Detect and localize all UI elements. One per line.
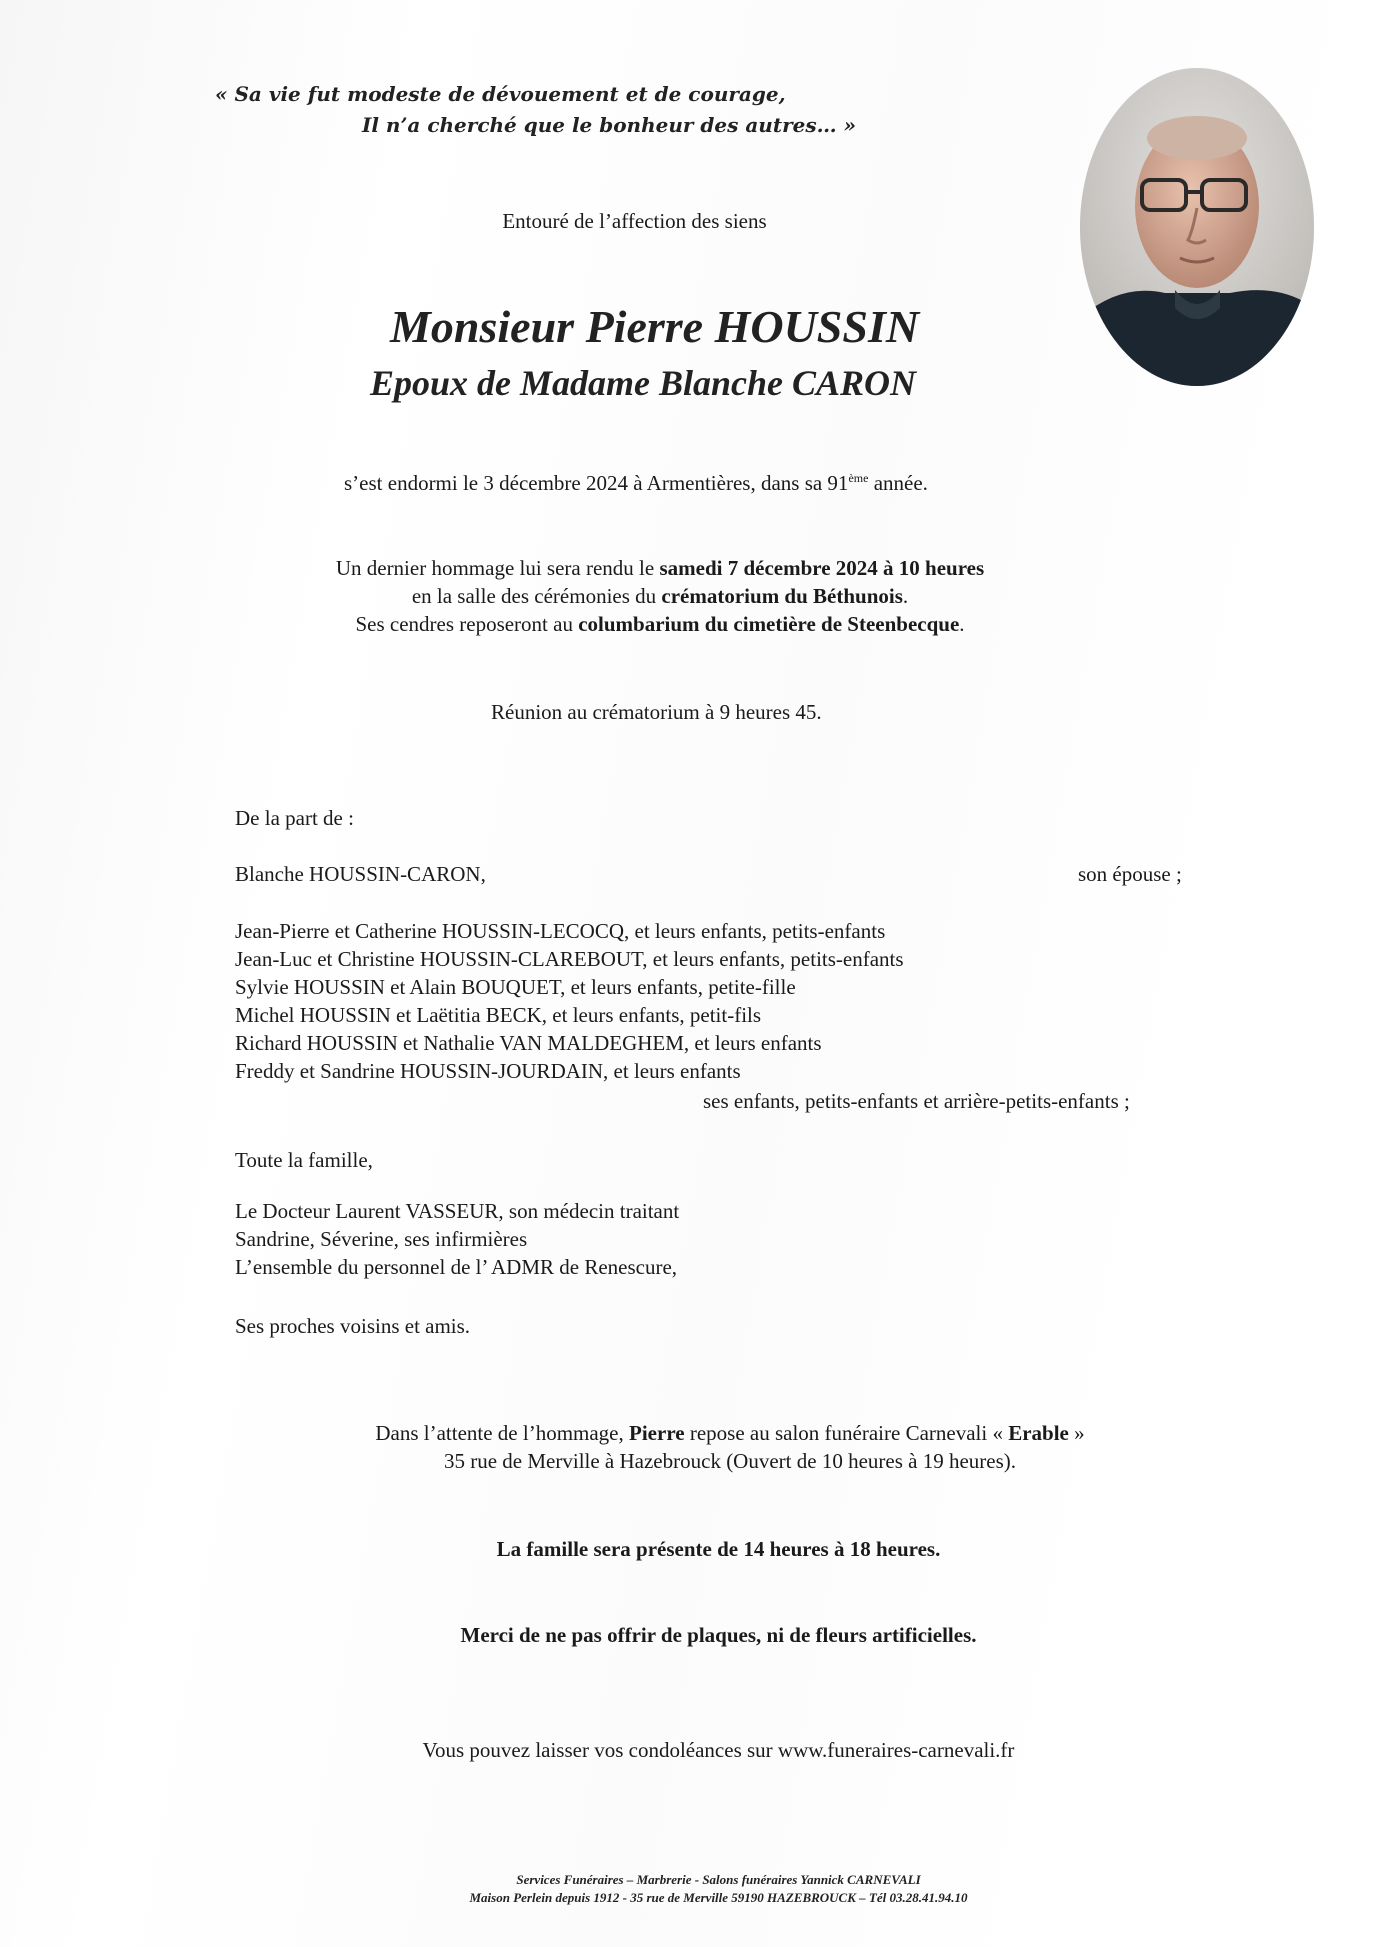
deceased-name: Monsieur Pierre HOUSSIN	[390, 301, 920, 352]
viewing-block	[260, 1419, 1200, 1475]
child-line: Jean-Pierre et Catherine HOUSSIN-LECOCQ, et leurs enfants, petits-enfants	[235, 919, 886, 943]
caregiver-line: Le Docteur Laurent VASSEUR, son médecin traitant	[235, 1199, 680, 1223]
ceremony-date: samedi 7 décembre 2024 à 10 heures	[659, 556, 985, 580]
death-text: s’est endormi le 3 décembre 2024 à Armentières, dans sa 91	[344, 471, 849, 495]
ceremony-line-1	[260, 554, 1060, 582]
caregivers-list	[235, 1197, 679, 1281]
quote-line-1: « Sa vie fut modeste de dévouement et de courage,	[215, 82, 786, 106]
death-superscript: ème	[848, 471, 869, 485]
child-line: Jean-Luc et Christine HOUSSIN-CLAREBOUT, et leurs enfants, petits-enfants	[235, 947, 904, 971]
viewing-text-2: repose au salon funéraire Carnevali «	[684, 1421, 1009, 1445]
ceremony-line-2-end: .	[902, 584, 909, 608]
children-role: ses enfants, petits-enfants et arrière-petits-enfants ;	[703, 1089, 1130, 1113]
ceremony-place: crématorium du Béthunois	[661, 584, 903, 608]
quote-line-2: Il n’a cherché que le bonheur des autres… »	[362, 113, 857, 137]
ceremony-block	[260, 554, 1060, 638]
ceremony-columbarium: columbarium du cimetière de Steenbecque	[578, 612, 960, 636]
viewing-line-2: 35 rue de Merville à Hazebrouck (Ouvert de 10 heures à 19 heures).	[443, 1449, 1016, 1473]
ceremony-line-3	[260, 610, 1060, 638]
from-label: De la part de :	[235, 806, 354, 830]
ceremony-line-1-text: Un dernier hommage lui sera rendu le	[335, 556, 660, 580]
child-line: Michel HOUSSIN et Laëtitia BECK, et leurs enfants, petit-fils	[235, 1003, 762, 1027]
footer	[0, 1871, 1377, 1907]
presence-line: La famille sera présente de 14 heures à 18 heures.	[496, 1537, 941, 1561]
deceased-spouse-line: Epoux de Madame Blanche CARON	[370, 363, 917, 403]
intro-line	[0, 207, 1377, 235]
family-line: Toute la famille,	[235, 1148, 373, 1172]
viewing-line-1	[260, 1419, 1200, 1447]
spouse-name: Blanche HOUSSIN-CARON,	[235, 862, 486, 886]
footer-line-2: Maison Perlein depuis 1912 - 35 rue de Merville 59190 HAZEBROUCK – Tél 03.28.41.94.10	[469, 1890, 968, 1905]
caregiver-line: L’ensemble du personnel de l’ ADMR de Renescure,	[235, 1255, 678, 1279]
ceremony-line-3-text: Ses cendres reposeront au	[355, 612, 579, 636]
viewing-text-3: »	[1068, 1421, 1085, 1445]
ceremony-line-3-end: .	[959, 612, 965, 636]
footer-line-1: Services Funéraires – Marbrerie - Salons funéraires Yannick CARNEVALI	[516, 1872, 921, 1887]
presence-block	[0, 1535, 1377, 1563]
child-line: Sylvie HOUSSIN et Alain BOUQUET, et leurs enfants, petite-fille	[235, 975, 796, 999]
condolences-block	[0, 1736, 1377, 1764]
child-line: Freddy et Sandrine HOUSSIN-JOURDAIN, et leurs enfants	[235, 1059, 741, 1083]
children-list	[235, 917, 904, 1085]
friends-line: Ses proches voisins et amis.	[235, 1314, 471, 1338]
ceremony-line-2	[260, 582, 1060, 610]
viewing-name: Pierre	[629, 1421, 685, 1445]
caregiver-line: Sandrine, Séverine, ses infirmières	[235, 1227, 528, 1251]
no-flowers-block	[0, 1621, 1377, 1649]
reunion-line: Réunion au crématorium à 9 heures 45.	[491, 700, 822, 724]
death-notice	[344, 469, 928, 497]
child-line: Richard HOUSSIN et Nathalie VAN MALDEGHEM, et leurs enfants	[235, 1031, 822, 1055]
viewing-text-1: Dans l’attente de l’hommage,	[375, 1421, 630, 1445]
condolences-line: Vous pouvez laisser vos condoléances sur www.funeraires-carnevali.fr	[422, 1738, 1015, 1762]
no-flowers-line: Merci de ne pas offrir de plaques, ni de fleurs artificielles.	[460, 1623, 977, 1647]
death-text-after: année.	[868, 471, 928, 495]
viewing-salon: Erable	[1008, 1421, 1069, 1445]
spouse-role: son épouse ;	[1078, 862, 1182, 886]
ceremony-line-2-text: en la salle des cérémonies du	[411, 584, 662, 608]
intro-text: Entouré de l’affection des siens	[502, 209, 767, 233]
